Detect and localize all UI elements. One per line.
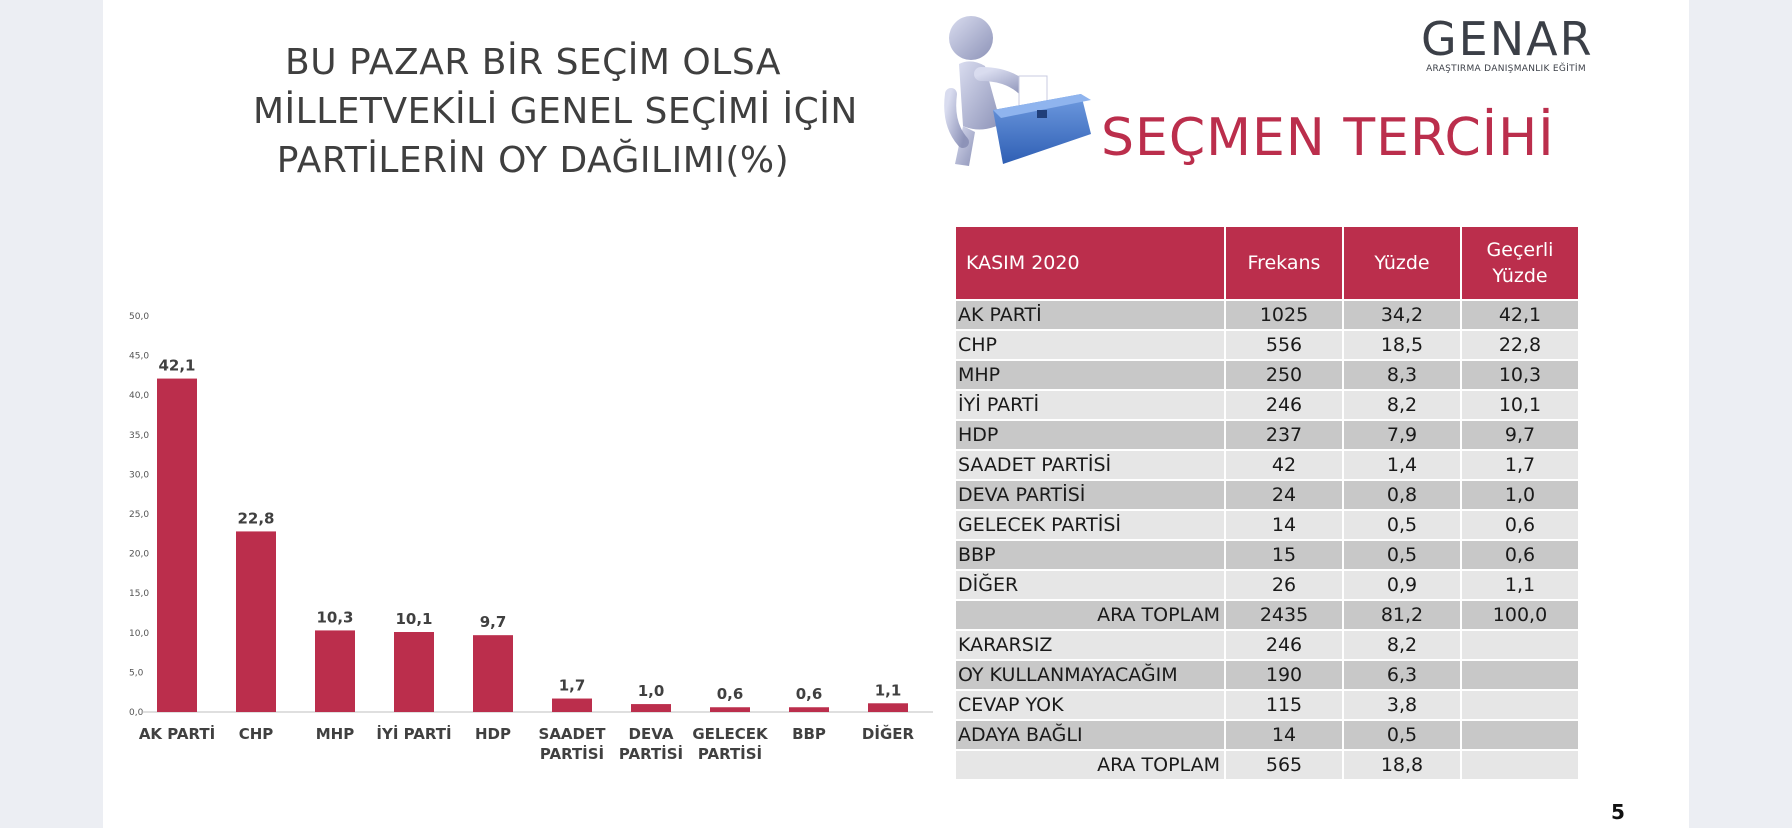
bar [789,707,829,712]
row-label: CHP [955,330,1225,360]
row-percent: 0,8 [1343,480,1461,510]
chart-title-line: PARTİLERİN OY DAĞILIMI(%) [276,140,790,181]
bar [315,630,355,712]
row-valid-percent: 1,0 [1461,480,1579,510]
row-label: DİĞER [955,570,1225,600]
table-row [955,600,1579,630]
row-frequency: 565 [1225,750,1343,780]
row-percent: 0,5 [1343,540,1461,570]
table-body [955,300,1579,780]
y-tick-label: 50,0 [129,312,150,322]
row-percent: 34,2 [1343,300,1461,330]
x-tick-label: MHP [315,725,355,743]
row-label: ADAYA BAĞLI [955,720,1225,750]
row-label: BBP [955,540,1225,570]
y-tick-label: 5,0 [129,668,144,679]
table-header-valid-percent: Geçerli Yüzde [1461,226,1579,300]
row-frequency: 2435 [1225,600,1343,630]
data-label: 42,1 [158,356,196,375]
row-label: OY KULLANMAYACAĞIM [955,660,1225,690]
chart-title-line: MİLLETVEKİLİ GENEL SEÇİMİ İÇİN [253,91,858,132]
row-valid-percent: 100,0 [1461,600,1579,630]
x-tick-label: CHP [238,725,274,743]
y-tick-label: 30,0 [129,470,150,481]
row-valid-percent: 1,1 [1461,570,1579,600]
row-percent: 3,8 [1343,690,1461,720]
bar [631,704,671,712]
row-frequency: 14 [1225,720,1343,750]
x-tick-label: PARTİSİ [697,745,763,763]
row-frequency: 246 [1225,630,1343,660]
x-tick-label: PARTİSİ [618,745,684,763]
table-row [955,360,1579,390]
bar [473,635,513,712]
data-label: 0,6 [795,685,823,704]
x-tick-label: AK PARTİ [138,725,216,743]
row-valid-percent: 22,8 [1461,330,1579,360]
row-percent: 1,4 [1343,450,1461,480]
row-valid-percent [1461,660,1579,690]
table-header-frequency: Frekans [1225,226,1343,300]
row-percent: 0,9 [1343,570,1461,600]
x-tick-label: İYİ PARTİ [376,725,452,743]
row-label: GELECEK PARTİSİ [955,510,1225,540]
table-row [955,510,1579,540]
bar [552,699,592,712]
row-frequency: 556 [1225,330,1343,360]
row-percent: 0,5 [1343,510,1461,540]
logo-tagline: ARAŞTIRMA DANIŞMANLIK EĞİTİM [1426,64,1586,74]
row-valid-percent [1461,750,1579,780]
row-label: DEVA PARTİSİ [955,480,1225,510]
table-row [955,390,1579,420]
row-frequency: 250 [1225,360,1343,390]
row-valid-percent [1461,720,1579,750]
row-label: KARARSIZ [955,630,1225,660]
row-percent: 81,2 [1343,600,1461,630]
row-valid-percent: 0,6 [1461,540,1579,570]
row-label: ARA TOPLAM [955,600,1225,630]
data-label: 1,0 [637,682,665,701]
x-tick-label: GELECEK [692,725,768,743]
table-row [955,420,1579,450]
row-valid-percent: 10,3 [1461,360,1579,390]
table-row [955,690,1579,720]
x-tick-label: SAADET [538,725,606,743]
x-tick-label: DEVA [628,725,674,743]
row-label: İYİ PARTİ [955,390,1225,420]
y-tick-label: 15,0 [129,589,150,600]
y-tick-label: 0,0 [129,708,144,718]
x-tick-label: PARTİSİ [539,745,605,763]
table-row [955,300,1579,330]
bar [868,703,908,712]
row-percent: 8,2 [1343,630,1461,660]
y-tick-label: 35,0 [129,430,150,441]
row-valid-percent: 1,7 [1461,450,1579,480]
row-percent: 6,3 [1343,660,1461,690]
row-percent: 7,9 [1343,420,1461,450]
table-row [955,660,1579,690]
table-row [955,450,1579,480]
row-label: ARA TOPLAM [955,750,1225,780]
table-header-percent: Yüzde [1343,226,1461,300]
row-label: MHP [955,360,1225,390]
x-tick-label: DİĞER [861,725,915,743]
table-header-row [955,226,1579,300]
table-row [955,330,1579,360]
row-label: CEVAP YOK [955,690,1225,720]
row-valid-percent: 0,6 [1461,510,1579,540]
row-frequency: 190 [1225,660,1343,690]
row-frequency: 14 [1225,510,1343,540]
row-percent: 18,8 [1343,750,1461,780]
chart-title-line: BU PAZAR BİR SEÇİM OLSA [285,42,781,83]
row-valid-percent: 10,1 [1461,390,1579,420]
table-row [955,720,1579,750]
row-frequency: 24 [1225,480,1343,510]
row-valid-percent [1461,630,1579,660]
row-frequency: 246 [1225,390,1343,420]
data-label: 10,1 [395,610,433,629]
data-label: 9,7 [479,613,507,632]
y-tick-label: 25,0 [129,510,150,520]
table-row [955,750,1579,780]
table-header-period: KASIM 2020 [955,226,1225,300]
y-tick-label: 40,0 [129,391,150,402]
x-tick-label: BBP [792,725,826,743]
table-row [955,480,1579,510]
y-tick-label: 10,0 [129,628,150,639]
y-tick-label: 45,0 [129,351,150,362]
slide [103,0,1689,828]
x-tick-label: HDP [475,725,511,743]
row-valid-percent: 42,1 [1461,300,1579,330]
row-frequency: 237 [1225,420,1343,450]
data-label: 1,1 [874,681,902,700]
page-number: 5 [1611,800,1625,824]
row-label: AK PARTİ [955,300,1225,330]
row-percent: 8,3 [1343,360,1461,390]
row-frequency: 1025 [1225,300,1343,330]
row-frequency: 15 [1225,540,1343,570]
logo-wordmark: GENAR [1421,12,1594,66]
data-label: 10,3 [316,608,354,627]
table-row [955,570,1579,600]
section-title: SEÇMEN TERCİHİ [1101,108,1555,168]
genar-logo [1421,12,1594,74]
y-tick-label: 20,0 [129,549,150,560]
row-percent: 18,5 [1343,330,1461,360]
voter-figure-illustration [941,14,1101,179]
bar-chart [103,0,933,780]
table-row [955,540,1579,570]
table-row [955,630,1579,660]
row-percent: 8,2 [1343,390,1461,420]
row-frequency: 42 [1225,450,1343,480]
data-label: 22,8 [237,509,275,528]
bar [710,707,750,712]
row-frequency: 115 [1225,690,1343,720]
row-percent: 0,5 [1343,720,1461,750]
row-frequency: 26 [1225,570,1343,600]
bar [157,379,197,712]
row-label: HDP [955,420,1225,450]
bar [236,531,276,712]
data-label: 0,6 [716,685,744,704]
bar [394,632,434,712]
row-valid-percent: 9,7 [1461,420,1579,450]
results-table [954,225,1580,781]
data-label: 1,7 [558,676,586,695]
row-label: SAADET PARTİSİ [955,450,1225,480]
row-valid-percent [1461,690,1579,720]
